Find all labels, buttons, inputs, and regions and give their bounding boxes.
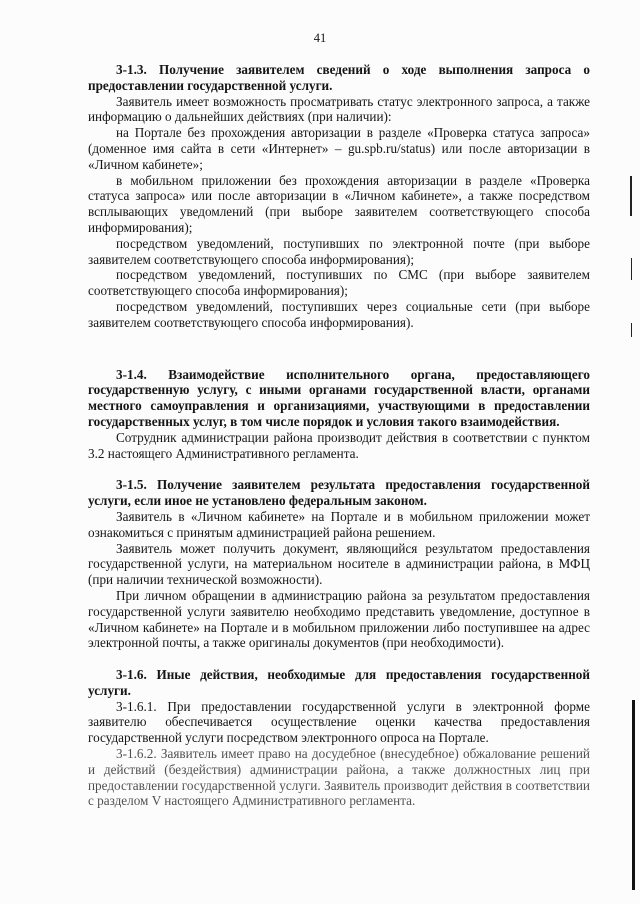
section-heading-3-1-5: 3-1.5. Получение заявителем результата предоставления государственной услуги, если иное не установлено федеральным законом.: [88, 477, 590, 509]
paragraph: Заявитель в «Личном кабинете» на Портале и в мобильном приложении может ознакомиться с принятым администрацией района решением.: [88, 508, 590, 540]
paragraph: Заявитель может получить документ, являющийся результатом предоставления государственной услуги, на материальном носителе в администрации района, в МФЦ (при наличии технической возможности).: [88, 540, 590, 588]
section-spacer: [88, 461, 590, 477]
paragraph: При личном обращении в администрацию района за результатом предоставления государственной услуги заявителю необходимо представить уведомление, доступное в «Личном кабинете» на Портале и в мобильном приложении либо поступившее на адрес электронной почты, а также оригиналы документов (при необходимости).: [88, 587, 590, 651]
document-body: [88, 62, 590, 809]
section-spacer: [88, 651, 590, 667]
scan-edge-mark: [631, 323, 632, 337]
paragraph: в мобильном приложении без прохождения авторизации в разделе «Проверка статуса запроса» или после авторизации в «Личном кабинете», а также посредством всплывающих уведомлений (при выборе заявителем соответствующего способа информирования);: [88, 172, 590, 235]
scan-edge-mark: [630, 176, 632, 216]
paragraph: на Портале без прохождения авторизации в разделе «Проверка статуса запроса» (доменное имя сайта в сети «Интернет» – gu.spb.ru/status) или после авторизации в «Личном кабинете»;: [88, 125, 590, 172]
scan-edge-mark: [632, 700, 635, 890]
page-number: 41: [313, 31, 327, 45]
paragraph: посредством уведомлений, поступивших по электронной почте (при выборе заявителем соответствующего способа информирования);: [88, 235, 590, 267]
section-spacer: [88, 331, 590, 367]
paragraph: посредством уведомлений, поступивших по СМС (при выборе заявителем соответствующего способа информирования);: [88, 267, 590, 299]
paragraph: 3-1.6.2. Заявитель имеет право на досудебное (внесудебное) обжалование решений и действий (бездействия) администрации района, а также должностных лиц при предоставлении государственной услуги. Заявитель производит действия в соответствии с разделом V настоящего Административного регламента.: [88, 746, 590, 809]
paragraph: Сотрудник администрации района производит действия в соответствии с пунктом 3.2 настоящего Административного регламента.: [88, 429, 590, 461]
scan-edge-mark: [631, 258, 632, 280]
section-heading-3-1-4: 3-1.4. Взаимодействие исполнительного органа, предоставляющего государственную услугу, с иными органами государственной власти, органами местного самоуправления и организациями, участвующими в предоставлении государственных услуг, в том числе порядок и условия такого взаимодействия.: [88, 366, 590, 429]
paragraph: Заявитель имеет возможность просматривать статус электронного запроса, а также информацию о дальнейших действиях (при наличии):: [88, 93, 590, 125]
paragraph: 3-1.6.1. При предоставлении государственной услуги в электронной форме заявителю обеспечивается осуществление оценки качества предоставления государственной услуги посредством электронного опроса на Портале.: [88, 698, 590, 746]
paragraph: посредством уведомлений, поступивших через социальные сети (при выборе заявителем соответствующего способа информирования).: [88, 298, 590, 330]
section-heading-3-1-6: 3-1.6. Иные действия, необходимые для предоставления государственной услуги.: [88, 667, 590, 698]
section-heading-3-1-3: 3-1.3. Получение заявителем сведений о ходе выполнения запроса о предоставлении государственной услуги.: [88, 62, 590, 93]
